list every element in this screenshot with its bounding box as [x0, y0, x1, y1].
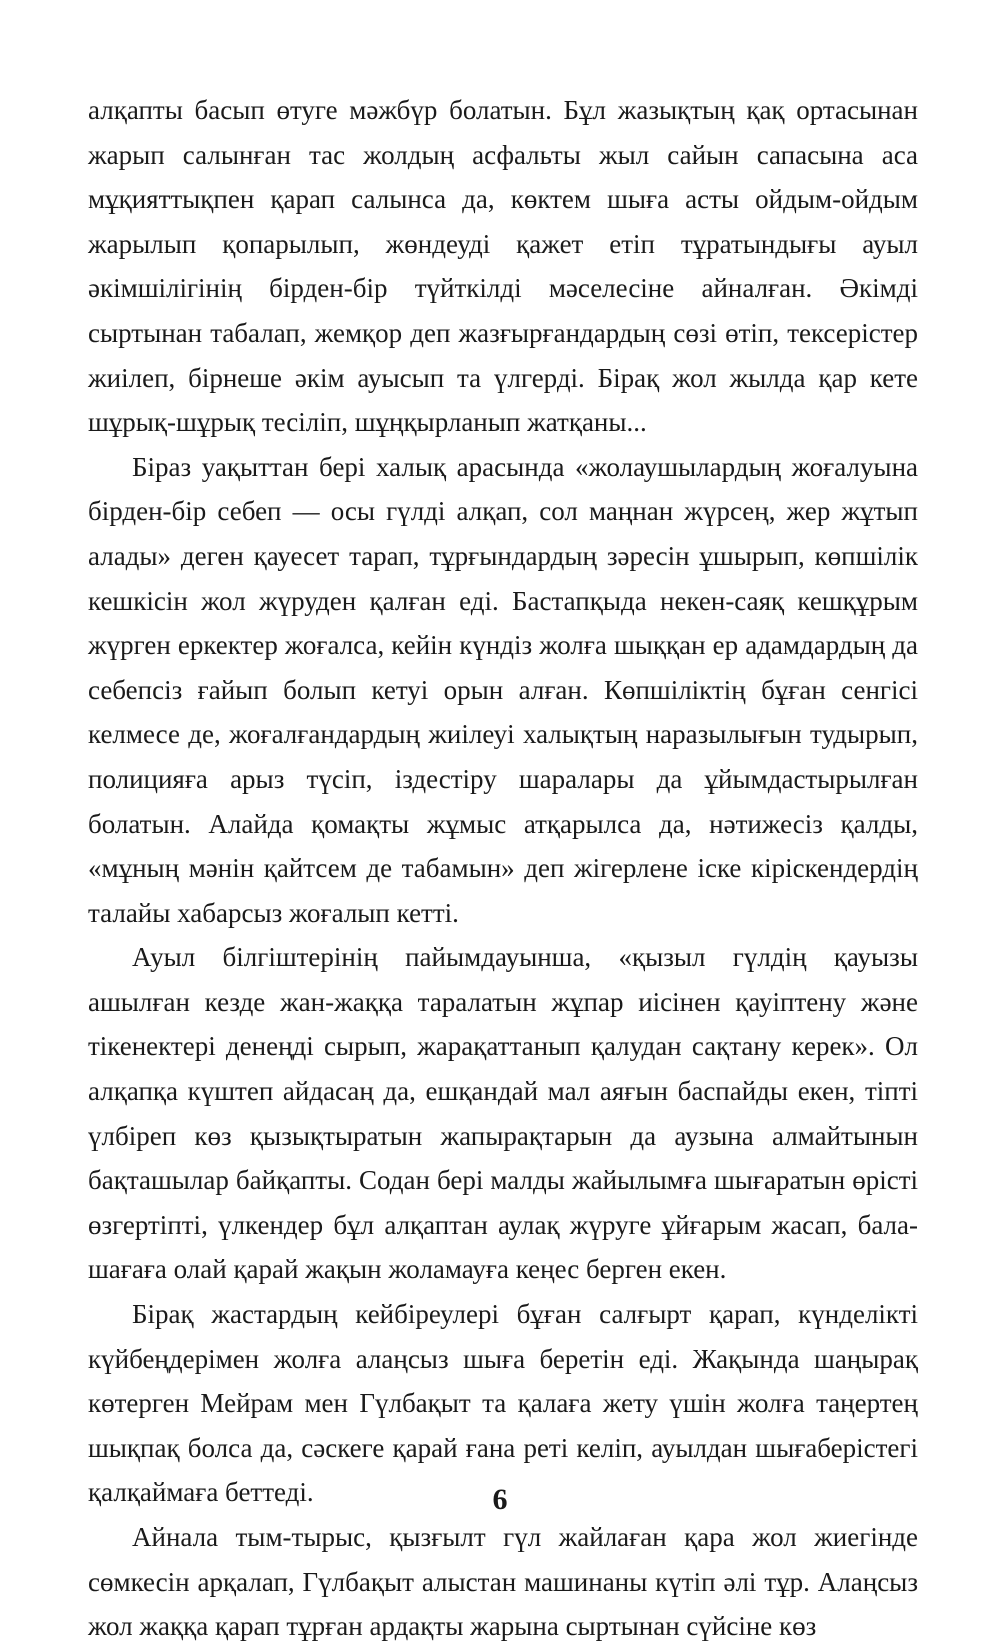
paragraph-2: Біраз уақыттан бері халық арасында «жолаушылардың жоғалуына бірден-бір себеп — осы гүлді алқап, сол маңнан жүрсең, жер жұтып алады» деген қауесет тарап, тұрғындардың зәресін ұшырып, көпшілік кешкісін жол жүруден қалған еді. Бастапқыда некен-саяқ кешқұрым жүрген еркектер жоғалса, кейін күндіз жолға шыққан ер адамдардың да себепсіз ғайып болып кетуі орын алған. Көпшіліктің бұған сенгісі келмесе де, жоғалғандардың жиілеуі халықтың наразылығын тудырып, полицияға арыз түсіп, іздестіру шаралары да ұйымдастырылған болатын. Алайда қомақты жұмыс атқарылса да, нәтижесіз қалды, «мұның мәнін қайтсем де табамын» деп жігерлене іске кірiскендердің талайы хабарсыз жоғалып кетті. [88, 451, 918, 928]
paragraph-1: алқапты басып өтуге мәжбүр болатын. Бұл жазықтың қақ ортасынан жарып салынған тас жолдың асфальты жыл сайын сапасына аса мұқияттықпен қарап салынса да, көктем шыға асты ойдым-ойдым жарылып қопарылып, жөндеуді қажет етіп тұратындығы ауыл әкімшілігінің бірден-бір түйткілді мәселесіне айналған. Әкімді сыртынан табалап, жемқор деп жазғырғандардың сөзі өтіп, тексерістер жиілеп, бірнеше әкім ауысып та үлгерді. Бірақ жол жылда қар кете шұрық-шұрық тесіліп, шұңқырланып жатқаны... [88, 95, 918, 438]
paragraph-3: Ауыл білгіштерінің пайымдауынша, «қызыл гүлдің қауызы ашылған кезде жан-жаққа таралатын жұпар иісінен қауіптену және тікенектері денеңді сырып, жарақаттанып қалудан сақтану керек». Ол алқапқа күштеп айдасаң да, ешқандай мал аяғын баспайды екен, тіпті үлбіреп көз қызықтыратын жапырақтарын да аузына алмайтынын бақташылар байқапты. Содан бері малды жайылымға шығаратын өрісті өзгертіпті, үлкендер бұл алқаптан аулақ жүруге ұйғарым жасап, бала-шағаға олай қарай жақын жоламауға кеңес берген екен. [88, 942, 918, 1285]
page-number: 6 [492, 1483, 508, 1516]
paragraph-5: Айнала тым-тырыс, қызғылт гүл жайлаған қара жол жиегінде сөмкесін арқалап, Гүлбақыт алыстан машинаны күтіп әлі тұр. Алаңсыз жол жаққа қарап тұрған ардақты жарына сыртынан сүйсіне көз [88, 1522, 918, 1642]
body-text [88, 88, 918, 1649]
paragraph-4: Бірақ жастардың кейбіреулері бұған салғырт қарап, күнделікті күйбеңдерімен жолға алаңсыз шыға беретін еді. Жақында шаңырақ көтерген Мейрам мен Гүлбақыт та қалаға жету үшін жолға таңертең шықпақ болса да, сәскеге қарай ғана реті келіп, ауылдан шығаберістегі қалқаймаға беттеді. [88, 1299, 918, 1508]
